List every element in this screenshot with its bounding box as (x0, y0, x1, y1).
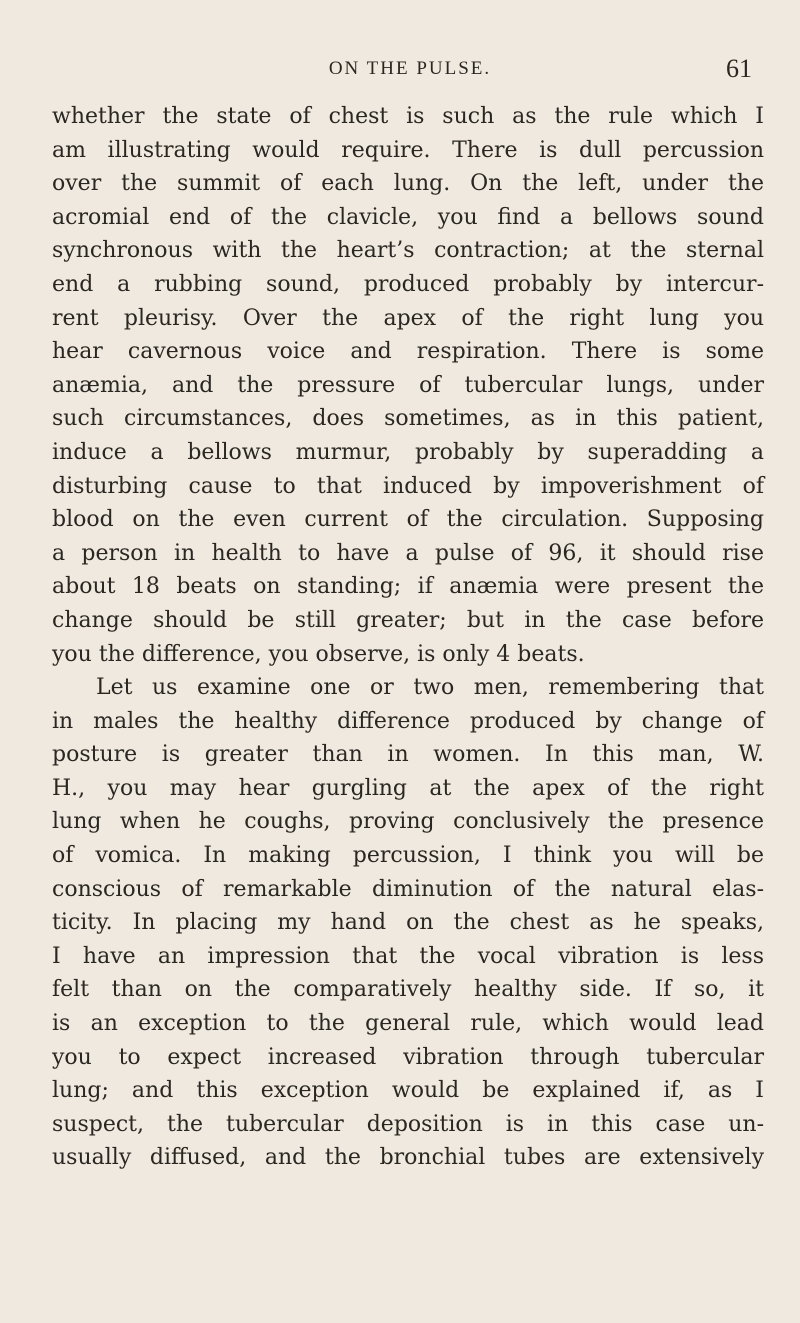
text-line: such circumstances, does sometimes, as in this patient, (52, 406, 764, 432)
text-line: is an exception to the general rule, which would lead (52, 1011, 764, 1037)
text-line: posture is greater than in women. In this man, W. (52, 742, 764, 768)
text-line: change should be still greater; but in the case before (52, 607, 764, 633)
text-line: felt than on the comparatively healthy side. If so, it (52, 977, 764, 1003)
text-line: H., you may hear gurgling at the apex of the right (52, 775, 764, 801)
text-line: disturbing cause to that induced by impoverishment of (52, 473, 764, 499)
text-line: rent pleurisy. Over the apex of the right lung you (52, 305, 764, 331)
text-line: over the summit of each lung. On the left, under the (52, 171, 764, 197)
text-line: you to expect increased vibration through tubercular (52, 1044, 764, 1070)
text-line: you the difference, you observe, is only 4 beats. (52, 641, 585, 667)
text-line: lung; and this exception would be explained if, as I (52, 1078, 764, 1104)
text-line: conscious of remarkable diminution of the natural elas- (52, 876, 764, 902)
body-text (52, 100, 764, 1175)
text-line: anæmia, and the pressure of tubercular lungs, under (52, 372, 764, 398)
text-line: hear cavernous voice and respiration. There is some (52, 339, 764, 365)
text-line: of vomica. In making percussion, I think you will be (52, 843, 764, 869)
text-line: induce a bellows murmur, probably by superadding a (52, 439, 764, 465)
text-line: ticity. In placing my hand on the chest as he speaks, (52, 910, 764, 936)
text-line: blood on the even current of the circulation. Supposing (52, 507, 764, 533)
page-header (60, 54, 760, 84)
text-line: usually diffused, and the bronchial tubes are extensively (52, 1145, 764, 1171)
text-line: am illustrating would require. There is dull percussion (52, 137, 764, 163)
text-line: I have an impression that the vocal vibration is less (52, 943, 764, 969)
text-line: synchronous with the heart’s contraction; at the sternal (52, 238, 764, 264)
text-line: end a rubbing sound, produced probably by intercur- (52, 271, 764, 297)
text-line: in males the healthy difference produced by change of (52, 708, 764, 734)
text-line: suspect, the tubercular deposition is in this case un- (52, 1111, 764, 1137)
text-line: a person in health to have a pulse of 96, it should rise (52, 540, 764, 566)
text-line: lung when he coughs, proving conclusively the presence (52, 809, 764, 835)
text-line: about 18 beats on standing; if anæmia were present the (52, 574, 764, 600)
page-number: 61 (726, 54, 752, 83)
running-head: ON THE PULSE. (328, 58, 492, 79)
text-line: acromial end of the clavicle, you find a bellows sound (52, 204, 764, 230)
text-line: Let us examine one or two men, remembering that (96, 675, 764, 701)
text-line: whether the state of chest is such as the rule which I (52, 104, 764, 129)
